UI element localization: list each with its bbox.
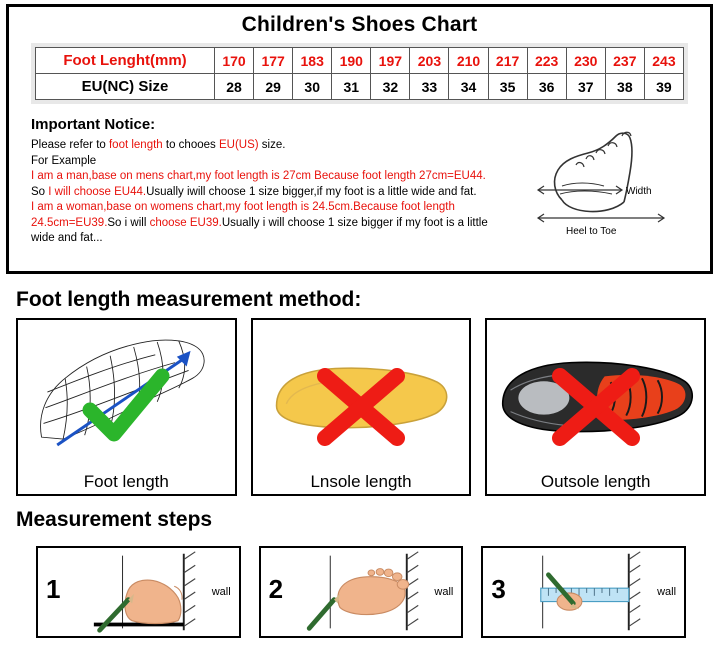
section-heading-steps: Measurement steps (16, 508, 213, 531)
text: to chooes (162, 139, 219, 151)
notice-line-2: For Example (31, 154, 97, 167)
cell: 210 (449, 48, 488, 74)
text-highlight: I am a man,base on mens chart,my (31, 170, 215, 182)
step-box-2 (259, 546, 464, 638)
cell: 39 (644, 74, 683, 100)
notice-line-4 (31, 185, 531, 200)
method-label: Outsole length (487, 472, 704, 492)
step-box-1 (36, 546, 241, 638)
row-header-foot-length: Foot Lenght(mm) (36, 48, 215, 74)
text-highlight: I will choose EU44. (48, 185, 147, 198)
method-box-outsole-length (485, 318, 706, 496)
important-notice (31, 116, 692, 246)
text-highlight: foot length 27cm=EU44. (362, 170, 486, 182)
insole-icon (253, 320, 470, 468)
table-row (36, 74, 684, 100)
wall-label: wall (211, 586, 231, 598)
method-box-insole-length (251, 318, 472, 496)
method-row (16, 318, 706, 496)
text-highlight: is 24.5cm.Because (297, 201, 402, 213)
cell: 37 (566, 74, 605, 100)
notice-line-6 (31, 216, 531, 231)
notice-line-1 (31, 138, 531, 153)
cell: 243 (644, 48, 683, 74)
outsole-icon (487, 320, 704, 468)
table-row (36, 48, 684, 74)
step1-illustration (38, 548, 239, 636)
step3-illustration (483, 548, 684, 636)
row-header-eu-size: EU(NC) Size (36, 74, 215, 100)
step-number: 3 (491, 574, 506, 604)
cell: 197 (371, 48, 410, 74)
cell: 34 (449, 74, 488, 100)
foot-mesh-icon (18, 320, 235, 468)
step-number: 1 (46, 574, 61, 604)
text: Please refer to (31, 139, 109, 151)
notice-line-5 (31, 200, 531, 215)
size-chart-panel (6, 4, 713, 274)
text-highlight: choose EU39. (149, 216, 222, 229)
cell: 217 (488, 48, 527, 74)
cell: 36 (527, 74, 566, 100)
steps-row (36, 546, 686, 638)
foot-measurement-icon (504, 126, 696, 238)
step-number: 2 (268, 574, 284, 604)
text-highlight: I am a woman,base on womens chart,my (31, 201, 244, 213)
text-highlight: foot length (214, 170, 269, 182)
page-title: Children's Shoes Chart (241, 13, 478, 36)
cell: 38 (605, 74, 644, 100)
cell: 203 (410, 48, 449, 74)
cell: 190 (332, 48, 371, 74)
notice-title: Important Notice: (31, 116, 156, 133)
text-highlight: is 27cm Because (268, 170, 363, 182)
cell: 31 (332, 74, 371, 100)
cell: 30 (293, 74, 332, 100)
text: So (31, 185, 49, 198)
cell: 183 (293, 48, 332, 74)
cell: 32 (371, 74, 410, 100)
text-highlight: foot length (243, 201, 298, 213)
cell: 170 (215, 48, 254, 74)
section-heading-method: Foot length measurement method: (16, 288, 362, 311)
step2-illustration (261, 548, 462, 636)
cell: 29 (254, 74, 293, 100)
text: size. (258, 139, 286, 151)
wall-label: wall (434, 586, 454, 598)
wall-label: wall (657, 586, 677, 598)
text: Usually iwill choose 1 size bigger,if my foot is a little wide and fat. (146, 185, 477, 198)
method-label: Foot length (18, 472, 235, 492)
text-highlight: EU(US) (218, 139, 259, 151)
text-highlight: 24.5cm=EU39. (31, 216, 108, 229)
text-highlight: foot length (401, 201, 455, 213)
size-table-container (31, 43, 688, 104)
text: So i will (107, 216, 150, 229)
method-label: Lnsole length (253, 472, 470, 492)
notice-line-3 (31, 169, 531, 184)
cell: 237 (605, 48, 644, 74)
cell: 35 (488, 74, 527, 100)
cell: 223 (527, 48, 566, 74)
cell: 33 (410, 74, 449, 100)
cell: 28 (215, 74, 254, 100)
method-box-foot-length (16, 318, 237, 496)
text: Usually i will choose 1 size bigger if my foot is a little (221, 216, 488, 229)
text-highlight: foot length (108, 139, 163, 151)
notice-line-7: wide and fat... (31, 232, 103, 244)
cell: 230 (566, 48, 605, 74)
size-table (35, 47, 684, 100)
cell: 177 (254, 48, 293, 74)
width-label: Width (626, 186, 652, 197)
heel-to-toe-label: Heel to Toe (566, 226, 617, 237)
step-box-3 (481, 546, 686, 638)
